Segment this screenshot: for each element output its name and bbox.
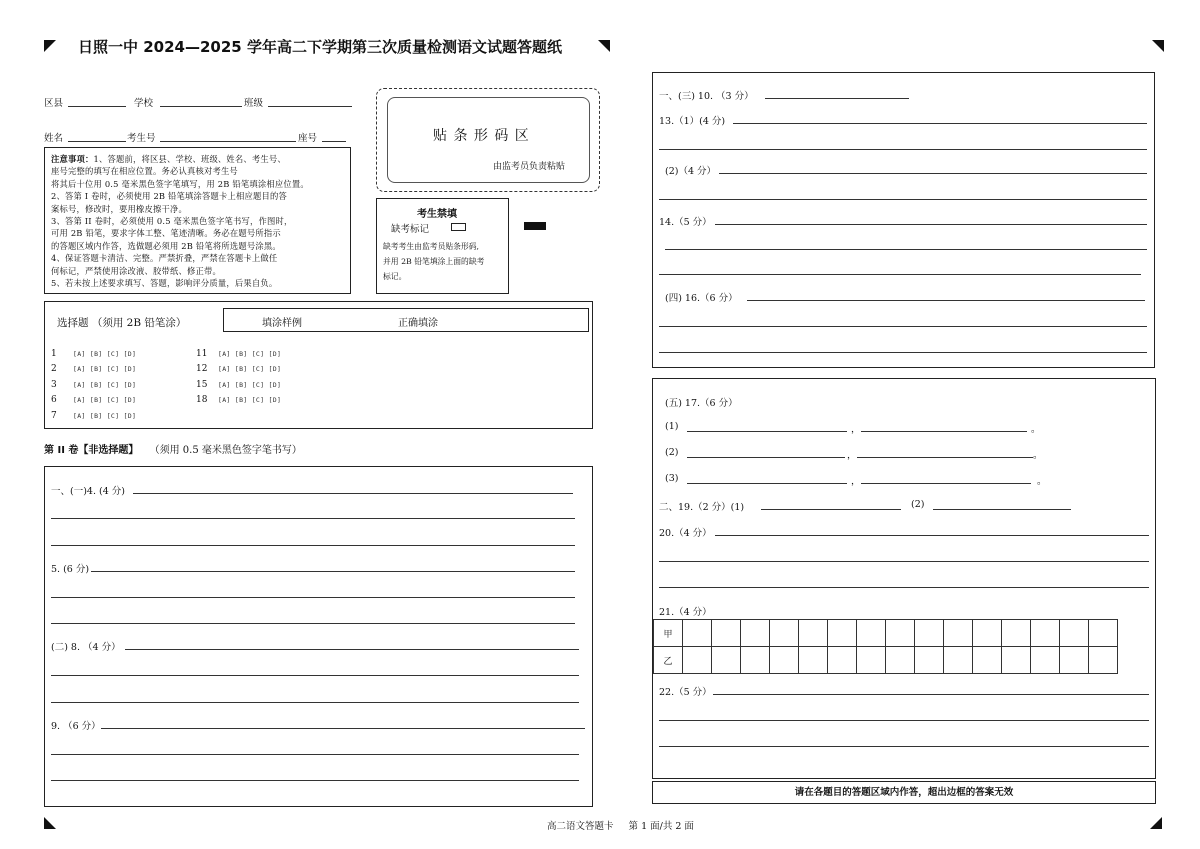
q22-line-1[interactable]	[713, 694, 1149, 695]
choice-item	[51, 393, 136, 409]
notice-line-text: 1、答题前，将区县、学校、班级、姓名、考生号、	[93, 154, 286, 164]
grid-cell[interactable]	[857, 647, 886, 674]
q14-label: 14.（5 分）	[659, 217, 712, 228]
notice-heading: 注意事项：	[51, 154, 94, 164]
choice-item	[51, 408, 136, 424]
choice-item	[196, 362, 281, 378]
name-label: 姓名	[44, 133, 64, 144]
grid-cell[interactable]	[799, 647, 828, 674]
grid-cell[interactable]	[1031, 647, 1060, 674]
q22-line-2[interactable]	[659, 720, 1149, 721]
q13-2-line-1[interactable]	[719, 173, 1147, 174]
q22-label: 22.（5 分）	[659, 687, 712, 698]
left-answer-box	[44, 466, 593, 807]
q17-3-blank-a[interactable]	[687, 483, 847, 484]
boundary-warning: 请在各题目的答题区域内作答，超出边框的答案无效	[652, 781, 1156, 804]
q4-line-2[interactable]	[51, 518, 575, 519]
grid-cell[interactable]	[886, 647, 915, 674]
grid-cell[interactable]	[1002, 620, 1031, 647]
notice-line-text: 座号完整的填写在相应位置。务必认真核对考生号	[51, 166, 238, 177]
notice-line-text: 可用 2B 铅笔，要求字体工整、笔迹清晰。务必在题号所指示	[51, 228, 281, 239]
sheet-title: 日照一中 2024—2025 学年高二下学期第三次质量检测语文试题答题纸	[78, 38, 562, 56]
notice-line	[51, 165, 344, 177]
class-field[interactable]	[268, 106, 352, 107]
grid-cell[interactable]	[683, 647, 712, 674]
q17-2-period: 。	[1033, 450, 1043, 461]
choice-section	[44, 301, 593, 429]
grid-cell[interactable]	[1060, 647, 1089, 674]
notice-line-text: 何标记，严禁使用涂改液、胶带纸、修正带。	[51, 265, 221, 276]
choice-number: 1	[51, 348, 57, 359]
choice-item	[196, 346, 281, 362]
q5-line-3[interactable]	[51, 623, 575, 624]
correct-fill-label: 正确填涂	[398, 318, 438, 329]
school-label: 学校	[134, 98, 154, 109]
choice-left-column	[51, 346, 136, 424]
grid-cell[interactable]	[741, 647, 770, 674]
school-field[interactable]	[160, 106, 242, 107]
q16-line-2[interactable]	[659, 326, 1147, 327]
q20-line-2[interactable]	[659, 561, 1149, 562]
choice-number: 3	[51, 379, 57, 390]
absent-label: 缺考标记	[391, 224, 430, 235]
q5-line-2[interactable]	[51, 597, 575, 598]
q21-row-b	[654, 647, 1118, 674]
grid-row-label: 乙	[654, 647, 683, 674]
right-top-answer-box	[652, 72, 1155, 368]
footer-page: 第 1 面/共 2 面	[628, 821, 694, 832]
notice-line	[51, 190, 344, 202]
q14-line-1[interactable]	[715, 224, 1147, 225]
proctor-box	[376, 198, 509, 294]
proctor-desc-line-2: 并用 2B 铅笔填涂上面的缺考	[383, 257, 485, 266]
footer	[547, 818, 694, 832]
choice-right-column	[196, 346, 281, 408]
barcode-area	[376, 88, 600, 192]
grid-cell[interactable]	[1089, 647, 1118, 674]
choice-number: 2	[51, 364, 57, 375]
q16-line-1[interactable]	[747, 300, 1145, 301]
q10-line[interactable]	[765, 98, 909, 99]
q13-1-line-1[interactable]	[733, 123, 1147, 124]
footer-label: 高二语文答题卡	[547, 821, 614, 832]
q17-3-period: 。	[1037, 476, 1047, 487]
part2-heading	[44, 441, 302, 456]
corner-mark-bottom-left	[44, 817, 56, 829]
q17-2-blank-a[interactable]	[687, 457, 845, 458]
q17-1-blank-a[interactable]	[687, 431, 847, 432]
notice-line-text: 4、保证答题卡清洁、完整。严禁折叠，严禁在答题卡上做任	[51, 253, 278, 264]
q10-label: 一、(三) 10. （3 分）	[659, 91, 754, 102]
q21-label: 21.（4 分）	[659, 607, 712, 618]
grid-cell[interactable]	[915, 647, 944, 674]
notice-line	[51, 252, 344, 264]
choice-options[interactable]: [A] [B] [C] [D]	[73, 349, 137, 358]
q17-1-label: (1)	[665, 421, 679, 432]
proctor-desc	[383, 239, 484, 284]
notice-line-text: 3、答第 II 卷时，必须使用 0.5 毫米黑色签字笔书写，作图时，	[51, 216, 293, 227]
q8-line-3[interactable]	[51, 702, 579, 703]
grid-cell[interactable]	[828, 647, 857, 674]
grid-cell[interactable]	[944, 620, 973, 647]
grid-row-label: 甲	[654, 620, 683, 647]
notice-line-text: 2、答第 I 卷时，必须使用 2B 铅笔填涂答题卡上相应题目的答	[51, 191, 288, 202]
q14-line-3[interactable]	[659, 274, 1141, 275]
q20-label: 20.（4 分）	[659, 528, 712, 539]
fill-sample-label: 填涂样例	[262, 318, 302, 329]
class-label: 班级	[244, 98, 264, 109]
choice-number: 18	[196, 395, 208, 406]
seat-field[interactable]	[322, 141, 346, 142]
corner-mark-top-middle	[598, 40, 610, 52]
notice-line	[51, 153, 344, 165]
choice-options[interactable]: [A] [B] [C] [D]	[73, 396, 137, 405]
q21-row-a	[654, 620, 1118, 647]
grid-cell[interactable]	[886, 620, 915, 647]
proctor-title: 考生禁填	[417, 209, 457, 220]
q17-1-period: 。	[1031, 424, 1041, 435]
q17-label: (五) 17.（6 分）	[665, 398, 738, 409]
choice-options[interactable]: [A] [B] [C] [D]	[218, 396, 282, 405]
q19-2-blank[interactable]	[933, 509, 1071, 510]
notice-line	[51, 265, 344, 277]
q9-label: 9. （6 分）	[51, 721, 101, 732]
q21-answer-grid	[653, 619, 1118, 674]
q8-line-2[interactable]	[51, 675, 579, 676]
choice-options[interactable]: [A] [B] [C] [D]	[218, 365, 282, 374]
grid-cell[interactable]	[1089, 620, 1118, 647]
grid-cell[interactable]	[915, 620, 944, 647]
choice-options[interactable]: [A] [B] [C] [D]	[73, 411, 137, 420]
grid-cell[interactable]	[799, 620, 828, 647]
q5-label: 5. (6 分)	[51, 564, 90, 575]
notice-text	[51, 153, 344, 289]
grid-cell[interactable]	[857, 620, 886, 647]
q17-1-blank-b[interactable]	[861, 431, 1027, 432]
q16-line-3[interactable]	[659, 352, 1147, 353]
choice-options[interactable]: [A] [B] [C] [D]	[73, 380, 137, 389]
choice-title: 选择题 （须用 2B 铅笔涂）	[57, 317, 187, 329]
q17-2-blank-b[interactable]	[857, 457, 1033, 458]
grid-cell[interactable]	[770, 620, 799, 647]
notice-line	[51, 203, 344, 215]
q13-1-label: 13.（1）(4 分)	[659, 116, 726, 127]
proctor-desc-line-1: 缺考考生由监考员贴条形码,	[383, 242, 480, 251]
grid-cell[interactable]	[973, 647, 1002, 674]
barcode-title: 贴 条 形 码 区	[433, 128, 530, 144]
q9-line-2[interactable]	[51, 754, 579, 755]
notice-line	[51, 240, 344, 252]
choice-item	[196, 393, 281, 409]
corner-mark-top-left	[44, 40, 56, 52]
positioning-block	[524, 222, 546, 230]
notice-line	[51, 227, 344, 239]
choice-item	[196, 377, 281, 393]
grid-cell[interactable]	[683, 620, 712, 647]
notice-box	[44, 147, 351, 294]
q13-1-line-2[interactable]	[659, 149, 1147, 150]
choice-item	[51, 362, 136, 378]
district-field[interactable]	[68, 106, 126, 107]
q4-line-1[interactable]	[133, 493, 573, 494]
choice-number: 7	[51, 410, 57, 421]
grid-cell[interactable]	[1060, 620, 1089, 647]
grid-cell[interactable]	[741, 620, 770, 647]
q17-3-blank-b[interactable]	[861, 483, 1031, 484]
notice-line	[51, 277, 344, 289]
right-bottom-answer-box	[652, 378, 1156, 779]
district-label: 区县	[44, 98, 64, 109]
q9-line-1[interactable]	[101, 728, 585, 729]
grid-cell[interactable]	[828, 620, 857, 647]
seat-label: 座号	[298, 133, 318, 144]
part2-note: （须用 0.5 毫米黑色签字笔书写）	[149, 445, 302, 456]
q17-3-label: (3)	[665, 473, 679, 484]
grid-cell[interactable]	[712, 620, 741, 647]
name-field[interactable]	[68, 141, 126, 142]
grid-cell[interactable]	[973, 620, 1002, 647]
grid-cell[interactable]	[712, 647, 741, 674]
notice-line	[51, 215, 344, 227]
q13-2-label: (2)（4 分）	[665, 166, 717, 177]
q22-line-3[interactable]	[659, 746, 1149, 747]
grid-cell[interactable]	[1002, 647, 1031, 674]
q20-line-3[interactable]	[659, 587, 1149, 588]
q8-label: (二) 8. （4 分）	[51, 642, 121, 653]
notice-line-text: 案标号，修改时，要用橡皮擦干净。	[51, 203, 187, 214]
notice-line-text: 的答题区域内作答，选做题必须用 2B 铅笔将所选题号涂黑。	[51, 240, 281, 251]
exam-no-label: 考生号	[127, 133, 156, 144]
q20-line-1[interactable]	[715, 535, 1149, 536]
q14-line-2[interactable]	[665, 249, 1147, 250]
q19-label: 二、19.（2 分）(1)	[659, 502, 745, 513]
q17-2-comma: ，	[847, 450, 857, 461]
q19-1-blank[interactable]	[761, 509, 901, 510]
choice-number: 11	[196, 348, 208, 359]
notice-line-text: 将其后十位用 0.5 毫米黑色签字笔填写，用 2B 铅笔填涂相应位置。	[51, 178, 309, 189]
part2-title: 第 II 卷【非选择题】	[44, 445, 139, 456]
choice-options[interactable]: [A] [B] [C] [D]	[218, 380, 282, 389]
q17-1-comma: ，	[851, 424, 861, 435]
q9-line-3[interactable]	[51, 780, 579, 781]
grid-cell[interactable]	[944, 647, 973, 674]
q4-line-3[interactable]	[51, 545, 575, 546]
q5-line-1[interactable]	[91, 571, 575, 572]
proctor-desc-line-3: 标记。	[383, 272, 407, 281]
q17-2-label: (2)	[665, 447, 679, 458]
q4-label: 一、(一)4. (4 分)	[51, 486, 125, 497]
choice-options[interactable]: [A] [B] [C] [D]	[218, 349, 282, 358]
choice-item	[51, 377, 136, 393]
corner-mark-top-right	[1152, 40, 1164, 52]
barcode-note: 由监考员负责粘贴	[493, 162, 566, 172]
q8-line-1[interactable]	[125, 649, 579, 650]
exam-no-field[interactable]	[160, 141, 296, 142]
q16-label: (四) 16.（6 分）	[665, 293, 738, 304]
grid-cell[interactable]	[1031, 620, 1060, 647]
notice-line	[51, 178, 344, 190]
choice-options[interactable]: [A] [B] [C] [D]	[73, 365, 137, 374]
q17-3-comma: ，	[851, 476, 861, 487]
choice-number: 6	[51, 395, 57, 406]
choice-number: 15	[196, 379, 208, 390]
notice-line-text: 5、若未按上述要求填写、答题，影响评分质量，后果自负。	[51, 278, 278, 289]
choice-number: 12	[196, 364, 208, 375]
corner-mark-bottom-right	[1150, 817, 1162, 829]
choice-item	[51, 346, 136, 362]
fill-sample-box	[223, 308, 589, 332]
q13-2-line-2[interactable]	[659, 199, 1147, 200]
absent-mark-box[interactable]	[451, 223, 466, 231]
grid-cell[interactable]	[770, 647, 799, 674]
q19-2-label: (2)	[911, 499, 925, 510]
